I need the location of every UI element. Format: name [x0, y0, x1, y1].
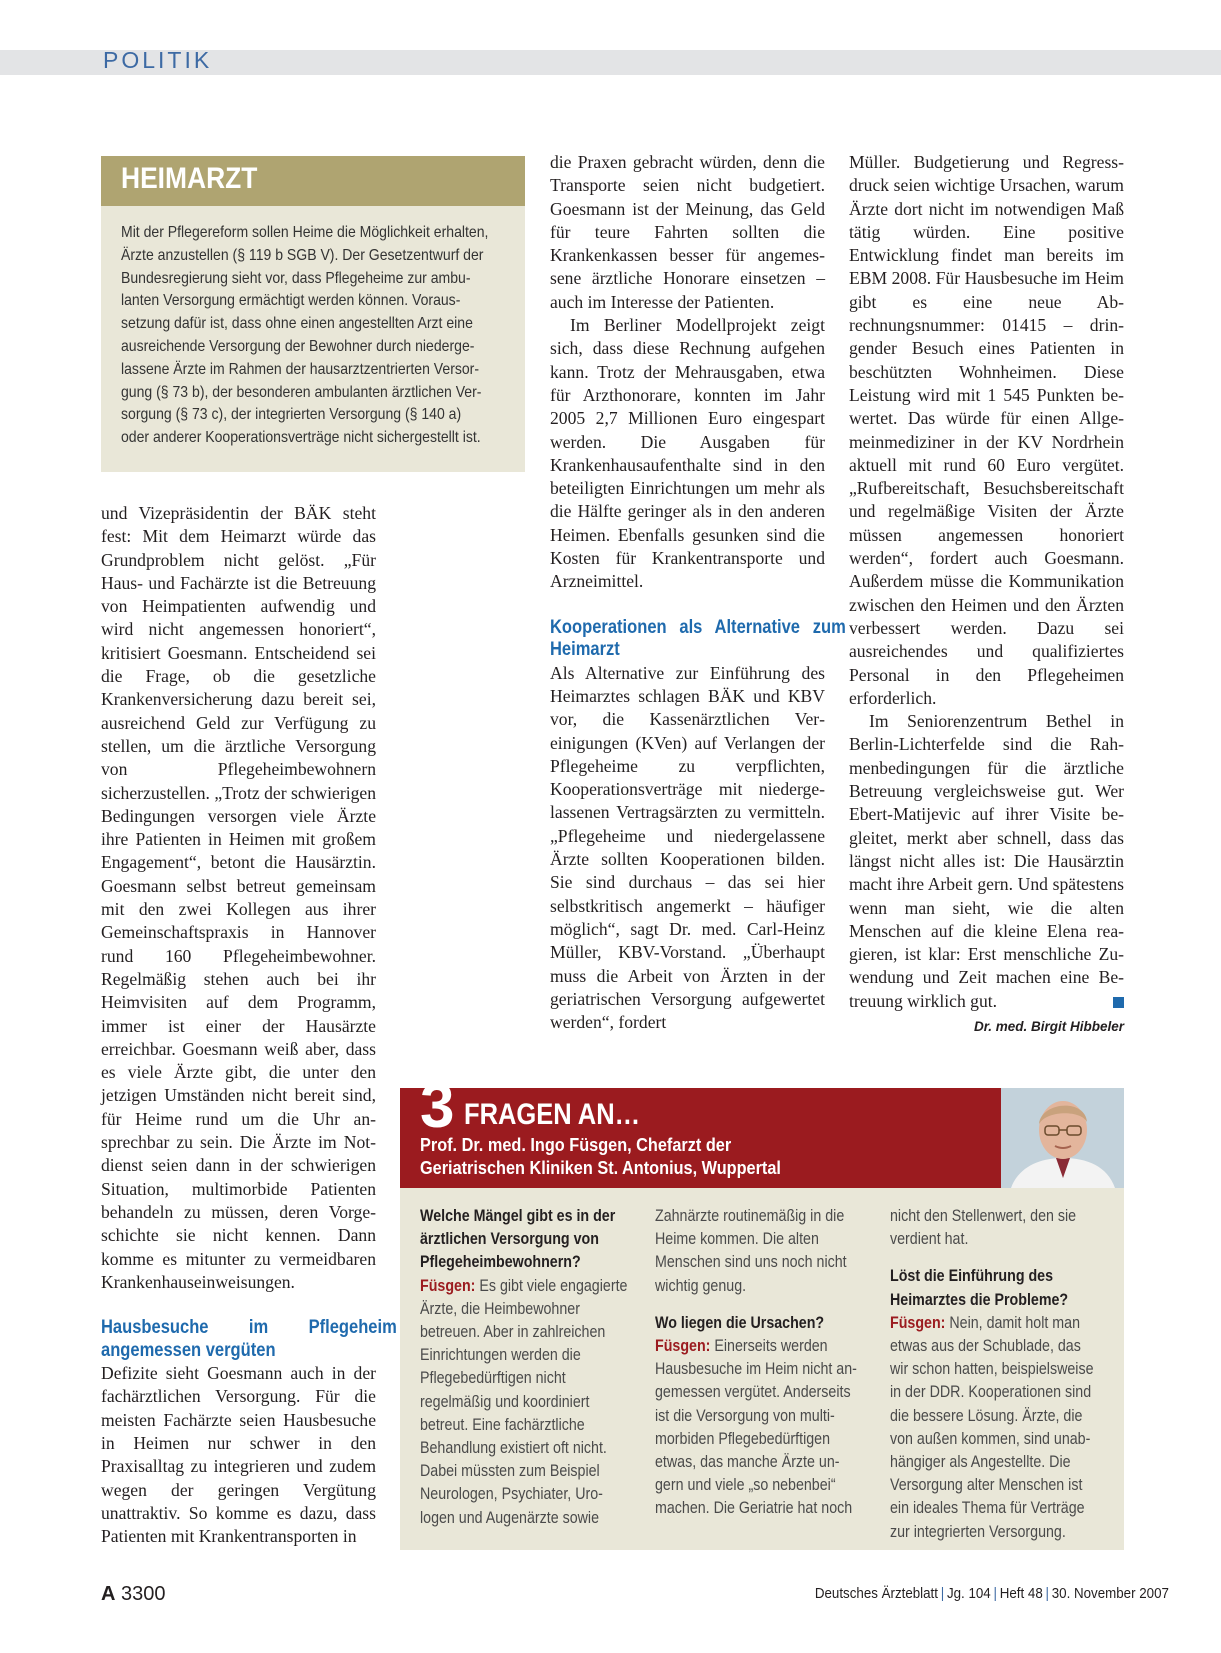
portrait-photo-icon: [1001, 1088, 1124, 1188]
journal-issue: Heft 48: [999, 1586, 1043, 1602]
author-byline: Dr. med. Birgit Hibbeler: [973, 1019, 1124, 1034]
answer-text: Es gibt viele engagierte Ärzte, die Heimbewohner betreuen. Aber in zahlreichen Einrichtungen werden die Pflegebedürftigen nicht regelmäßig und koordiniert betreut. Eine fachärztliche Behandlung existiert oft nicht. Dabei müssten zum Beispiel Neurologen, Psychiater, Urologen und Augenärzte sowie: [420, 1276, 628, 1527]
infobox-line: gung (§ 73 b), der besonderen ambulanten ärztlichen Ver-: [121, 383, 482, 401]
interview-question: Löst die Einführung des Heimarztes die Probleme?: [890, 1267, 1069, 1309]
ressort-label: POLITIK: [103, 47, 213, 73]
journal-name: Deutsches Ärzteblatt: [814, 1586, 938, 1602]
interview-header: [400, 1072, 1001, 1188]
separator: |: [1045, 1586, 1049, 1602]
interview-question: Wo liegen die Ursachen?: [655, 1313, 825, 1332]
infobox-line: lanten Versorgung ermächtigt werden können. Voraus-: [121, 292, 461, 310]
infobox-line: oder anderer Kooperationsverträge nicht sichergestellt ist.: [121, 429, 481, 447]
infobox-line: setzung dafür ist, dass ohne einen angestellten Arzt eine: [121, 315, 473, 333]
article-paragraph: Als Alternative zur Einführung des Heimarztes schlagen BÄK und KBV vor, die Kassenärztlichen Vereinigungen (KVen) auf Verlangen der Pflegeheime zu verpflichten, Kooperationsverträge mit niedergelassenen Vertragsärzten zu vermitteln. „Pflegeheime und niedergelassene Ärzte sollten Kooperationen bilden. Sie sind durchaus – das sei hier selbstkritisch angemerkt – häufiger möglich“, sagt Dr. med. Carl-Heinz Müller, KBV-Vorstand. „Überhaupt muss die Arbeit von Ärzten in der geriatrischen Versorgung aufgewertet werden“, fordert: [550, 662, 825, 1033]
article-paragraph: Müller. Budgetierung und Regressdruck seien wichtige Ursachen, warum Ärzte dort nicht im notwendigen Maß tätig würden. Eine positive Entwicklung findet man bereits im EBM 2008. Für Hausbesuche im Heim gibt es eine neue Abrechnungsnummer: 01415 – dringender Besuch eines Patienten in beschützten Wohnheimen. Diese Leistung wird mit 1 545 Punkten bewertet. Das würde für einen Allgemeinmediziner in der KV Nordrhein aktuell mit rund 60 Euro vergütet. „Rufbereitschaft, Besuchsbereitschaft und regelmäßige Visiten der Ärzte müssen angemessen honoriert werden“, fordert auch Goesmann. Außerdem müsse die Kommunikation zwischen den Heimen und den Ärzten verbessert werden. Dazu sei ausreichendes und qualifiziertes Personal in den Pflegeheimen erforderlich.: [849, 152, 1124, 708]
end-mark-icon: [1113, 997, 1124, 1008]
interview-answer: [655, 1335, 863, 1521]
page-prefix: A: [101, 1583, 116, 1605]
answer-text: Nein, damit holt man etwas aus der Schublade, das wir schon hatten, beispielsweise in der DDR. Kooperationen sind die bessere Lösung. Ärzte, die von außen kommen, sind unabhängiger als Angestellte. Die Versorgung alter Menschen ist ein ideales Thema für Verträge zur integrierten Versorgung.: [890, 1313, 1094, 1541]
article-paragraph: Im Berliner Modellprojekt zeigt sich, dass diese Rechnung aufgehen kann. Trotz der Mehrausgaben, etwa für Arzthonorare, konnten im Jahr 2005 2,7 Millionen Euro eingespart werden. Die Ausgaben für Krankenhausaufenthalte sind in den beteiligten Einrichtungen um mehr als die Hälfte geringer als in den anderen Heimen. Ebenfalls gesunken sind die Kosten für Krankentransporte und Arzneimittel.: [550, 315, 825, 592]
journal-date: 30. November 2007: [1051, 1586, 1169, 1602]
separator: |: [993, 1586, 997, 1602]
infobox-text: [121, 222, 504, 450]
infobox-title: HEIMARZT: [121, 162, 258, 195]
article-subheading: Hausbesuche im Pflegeheim angemessen vergüten: [101, 1317, 397, 1361]
infobox-line: sorgung (§ 73 c), der integrierten Versorgung (§ 140 a): [121, 406, 462, 424]
infobox-line: Mit der Pflegereform sollen Heime die Möglichkeit erhalten,: [121, 224, 489, 241]
infobox-line: Ärzte anzustellen (§ 119 b SGB V). Der Gesetzentwurf der: [121, 246, 484, 264]
answer-label: Füsgen:: [890, 1313, 946, 1332]
article-paragraph: Defizite sieht Goesmann auch in der fachärztlichen Versorgung. Für die meisten Fachärzte seien Hausbesuche in Heimen nur schwer in den Praxisalltag zu integrieren und zudem wegen der geringen Vergütung unattraktiv. So komme es dazu, dass Patienten mit Krankentransporten in: [101, 1363, 376, 1547]
article-subheading: Kooperationen als Alternative zum Heimarzt: [550, 616, 846, 661]
answer-text: nicht den Stellenwert, den sie verdient hat.: [890, 1207, 1077, 1249]
page-number-value: 3300: [121, 1583, 166, 1605]
interview-question: Welche Mängel gibt es in der ärztlichen Versorgung von Pflegeheimbewohnern?: [420, 1207, 616, 1272]
interview-person-line: Prof. Dr. med. Ingo Füsgen, Chefarzt der: [420, 1134, 732, 1155]
answer-text: Einerseits werden Hausbesuche im Heim nicht angemessen vergütet. Anderseits ist die Versorgung von multimorbiden Pflegebedürftigen etwas, das manche Ärzte ungern und viele „so nebenbei“ machen. Die Geriatrie hat noch: [655, 1337, 857, 1518]
interview-number: 3: [420, 1072, 455, 1141]
article-paragraph-last: [849, 710, 1124, 1013]
article-paragraph: die Praxen gebracht würden, denn die Transporte seien nicht budgetiert. Goesmann ist der Meinung, das Geld für teure Fahrten sollten die Krankenkassen besser für angemessene ärztliche Honorare einsetzen – auch im Interesse der Patienten.: [550, 152, 825, 312]
answer-label: Füsgen:: [420, 1276, 476, 1295]
interview-title: FRAGEN AN…: [464, 1098, 641, 1131]
journal-volume: Jg. 104: [946, 1586, 991, 1602]
infobox-line: Bundesregierung sieht vor, dass Pflegeheime zur ambu-: [121, 269, 471, 287]
separator: |: [940, 1586, 945, 1602]
interview-column-1: [420, 1205, 628, 1530]
answer-text: Zahnärzte routinemäßig in die Heime kommen. Die alten Menschen sind uns noch nicht wichtig genug.: [655, 1207, 847, 1295]
article-column-3: [849, 151, 1124, 1013]
interview-column-3: [890, 1205, 1098, 1544]
article-column-1: [101, 502, 397, 1548]
article-paragraph: und Vizepräsidentin der BÄK steht fest: Mit dem Heimarzt würde das Grundproblem nicht gelöst. „Für Haus- und Fachärzte ist die Betreuung von Heimpatienten aufwendig und wird nicht angemessen honoriert“, kritisiert Goesmann. Entscheidend sei die Frage, ob die gesetzliche Krankenversicherung dazu bereit sei, ausreichend Geld zur Verfügung zu stellen, um die ärztliche Versorgung von Pflegeheimbewohnern sicherzustellen. „Trotz der schwierigen Bedingungen versorgen viele Ärzte ihre Patienten in Heimen mit großem Engagement“, betont die Hausärztin. Goesmann selbst betreut gemeinsam mit den zwei Kollegen aus ihrer Gemeinschaftspraxis in Hannover rund 160 Pflegeheimbewohner. Regelmäßig stehen auch bei ihr Heimvisiten auf dem Programm, immer ist einer der Hausärzte erreichbar. Goesmann weiß aber, dass es viele Ärzte gibt, die unter den jetzigen Umständen nicht bereit sind, für Heime rund um die Uhr ansprechbar zu sein. Die Ärzte im Notdienst seien dann in der schwierigen Situation, multimorbide Patienten behandeln zu müssen, deren Vorgeschichte sie nicht kennen. Dann komme es mitunter zu vermeidbaren Krankenhauseinweisungen.: [101, 503, 376, 1292]
interview-person: [420, 1134, 913, 1179]
interview-column-2: [655, 1205, 863, 1521]
infobox-header: [101, 156, 525, 206]
interview-answer: [890, 1312, 1098, 1544]
answer-label: Füsgen:: [655, 1337, 711, 1356]
heimarzt-infobox: [101, 156, 525, 472]
article-paragraph: Im Seniorenzentrum Bethel in Berlin-Lichterfelde sind die Rahmenbedingungen für die ärztliche Betreuung vergleichsweise gut. Wer Ebert-Matijevic auf ihrer Visite begleitet, merkt aber schnell, dass das längst nicht alles ist: Die Hausärztin macht ihre Arbeit gern. Und spätestens wenn man sieht, wie die alten Menschen auf die kleine Elena reagieren, ist klar: Erst menschliche Zuwendung und Zeit machen eine Betreuung wirklich gut.: [849, 711, 1124, 1011]
portrait-illustration: [1001, 1088, 1124, 1188]
infobox-line: ausreichende Versorgung der Bewohner durch niederge-: [121, 337, 475, 355]
journal-info: [814, 1586, 1169, 1602]
article-column-2: [550, 151, 846, 1034]
interview-person-line: Geriatrischen Kliniken St. Antonius, Wuppertal: [420, 1156, 781, 1178]
page-number: [101, 1583, 166, 1606]
infobox-line: lassene Ärzte im Rahmen der hausarztzentrierten Versor-: [121, 360, 480, 378]
interview-answer: [420, 1275, 628, 1530]
